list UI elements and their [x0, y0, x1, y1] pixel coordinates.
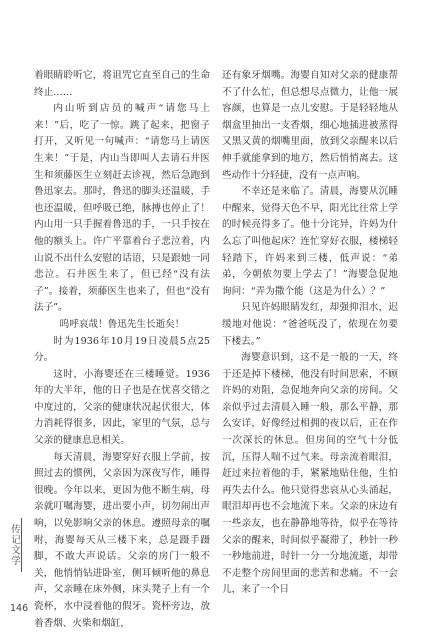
paragraph: 每天清晨，海婴穿好衣服上学前，按照过去的惯例，父亲因为深夜写作，睡得很晚。今年以来，更因为他不断生病，母亲就叮嘱海婴，进出要小声，切勿闹出声响，以免影响父亲的休息。遵照母亲的嘱咐，海婴每天从三楼下来，总是蹑手蹑脚，不敢大声说话。父亲的房门一般不关，他悄悄钻进卧室，侧耳倾听他的鼻息声，父亲睡在床外侧，床头凳子上有一个瓷杯，水中浸着他的假牙。瓷杯旁边，放着香烟、火柴和烟缸， [34, 451, 210, 629]
exclamation-line: 呜呼哀哉！鲁迅先生长逝矣！ [59, 318, 185, 330]
journal-name: 传记文学 [9, 524, 20, 566]
paragraph: 不幸还是来临了。清晨，海婴从沉睡中醒来，觉得天色不早，阳光比往常上学的时候亮得多了。他十分诧异，许妈为什么忘了叫他起床？连忙穿好衣服，楼梯轻轻踏下，许妈来到三楼，低声说：“弟弟，今朝侬勿要上学去了！”海婴急促地询问：“弄为撒个能（这是为什么）？” [222, 186, 398, 297]
paragraph: 着眼睛聆听它，将诅咒它直至自己的生命终止…… [34, 70, 210, 98]
paragraph: 时为1936年10月19日凌晨5点25分。 [34, 335, 210, 364]
paragraph: 内山听到店员的喊声“请您马上来！”后，吃了一惊。跳了起来，把窗子打开，又听见一句喊声：“请您马上请医生来！”于是，内山当即叫人去请石井医生和须藤医生立刻赶去诊视，然后急跑到鲁迅家去。那时，鲁迅的脚头还温暖，手也还温暖，但呼吸已绝，脉搏也停止了！内山用一只手握着鲁迅的手，一只手按在他的额头上。许广平靠着台子悲泣着，内山说不出什么安慰的话语，只是跟她一同悲泣。石井医生来了，但已经“没有法子”。接着，须藤医生也来了，但也“没有法子”。 [34, 103, 210, 314]
page-number: 146 [10, 603, 29, 614]
paragraph: 这时，小海婴还在三楼睡觉。1936年的大半年，他的日子也是在忧喜交错之中度过的，父亲的健康状况起伏很大，体力消耗得很多，因此，家里的气氛，总与父亲的健康息息相关。 [34, 368, 210, 447]
paragraph: 只见许妈眼睛发红，却强抑泪水，迟缓地对他说：“爸爸呒没了，侬现在勿要下楼去。” [222, 302, 398, 347]
left-text-column [34, 68, 210, 632]
paragraph: 海婴意识到，这不是一般的一天，终于还是掉下楼梯，他没有时间思索，不顾许妈的劝阻，急促地奔向父亲的房间。父亲似乎过去清晨入睡一般，那么平静，那么安详，好像经过相拥的夜以后，正在作一次深长的休息。但房间的空气十分低沉，压得人喘不过气来。母亲流着眼泪，赶过来拉着他的手，紧紧地贴住他，生怕再失去什么。他只觉得悲哀从心头涌起，眼泪却再也不会地流下来。父亲的床边有一些亲友，也在静静地等待，似乎在等待父亲的醒来，时间似乎凝滞了，秒针一秒一秒地前进，时针一分一分地流逝，却带不走整个房间里面的悲苦和悲痛。不一会儿，来了一个日 [222, 352, 398, 596]
journal-side-tab [5, 518, 22, 572]
paragraph: 还有象牙烟嘴。海婴自知对父亲的健康帮不了什么忙，但总想尽点微力，让他一展容颜，也算是一点儿安慰。于是轻轻地从烟盒里抽出一支香烟，细心地插进被蒸得又黑又黄的烟嘴里面，放到父亲醒来以后伸手就能拿到的地方，然后悄悄离去。这些动作十分轻捷，没有一点声响。 [222, 70, 398, 181]
right-text-column [222, 68, 398, 599]
